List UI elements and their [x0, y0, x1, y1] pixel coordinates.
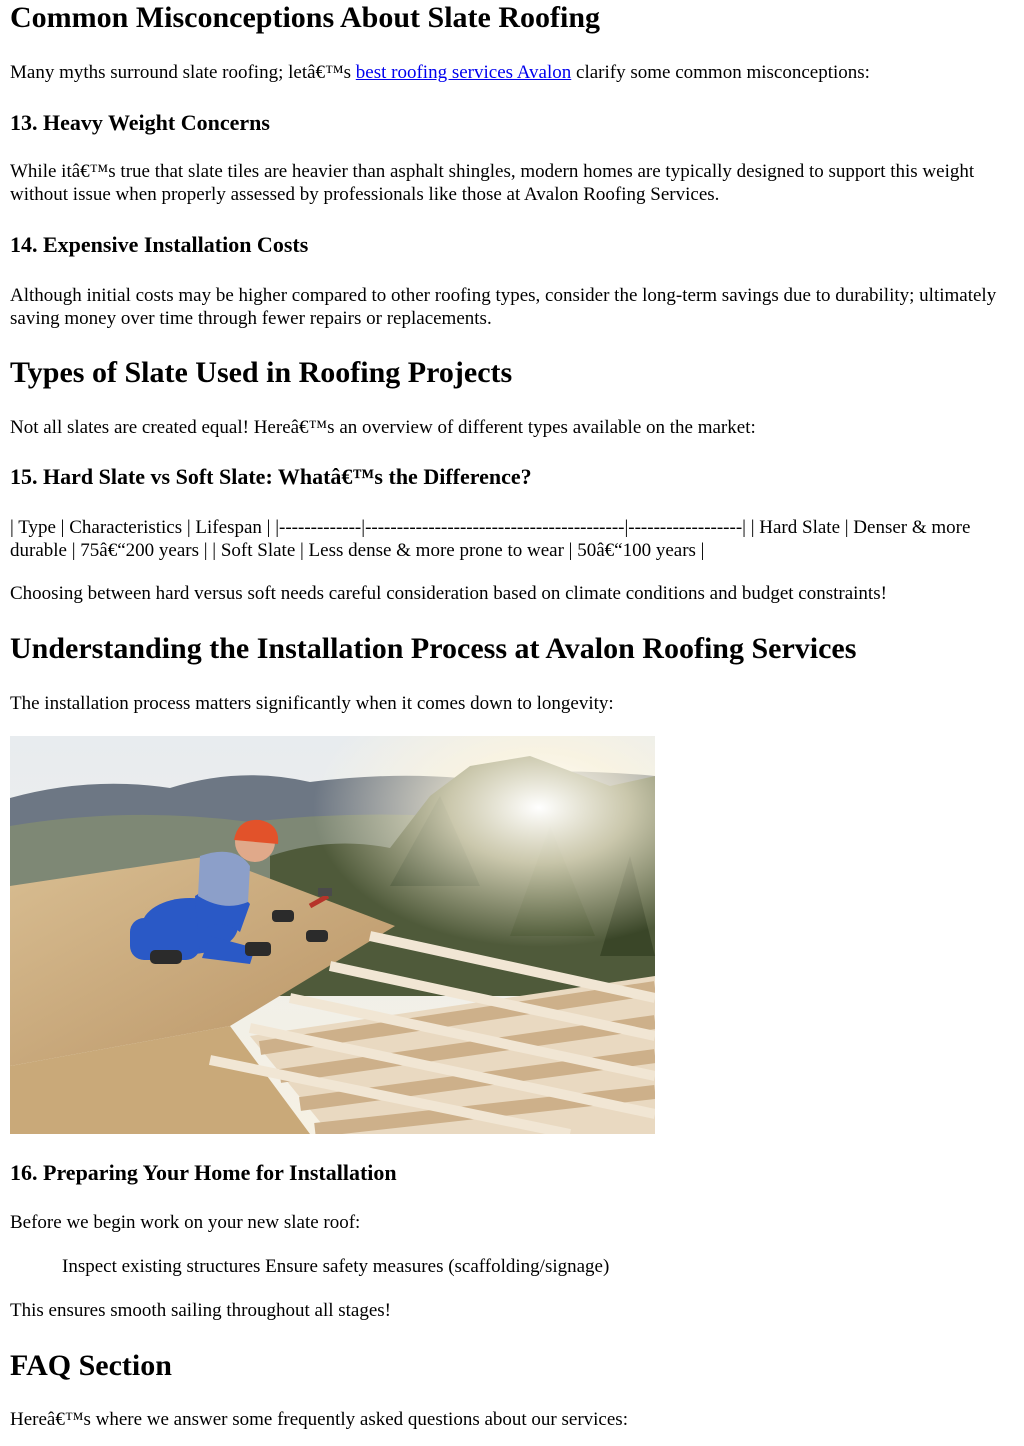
heading-types: Types of Slate Used in Roofing Projects	[10, 356, 513, 389]
faq-intro: Hereâ€™s where we answer some frequently asked questions about our services:	[10, 1409, 628, 1430]
heading-installation: Understanding the Installation Process at Avalon Roofing Services	[10, 632, 857, 665]
heading-item-15: 15. Hard Slate vs Soft Slate: Whatâ€™s the Difference?	[10, 464, 532, 489]
heading-item-14: 14. Expensive Installation Costs	[10, 232, 309, 257]
installation-intro: The installation process matters significantly when it comes down to longevity:	[10, 693, 614, 714]
heading-faq: FAQ Section	[10, 1349, 172, 1382]
heading-item-13: 13. Heavy Weight Concerns	[10, 110, 270, 135]
slate-comparison-table-text: | Type | Characteristics | Lifespan | |-------------|-----------------------------------------|------------------| | Hard Slate | Denser & more durable | 75â€“200 years | | Soft Slate | Less dense & more prone to wear | 50â€“100 years |	[10, 517, 971, 561]
misconceptions-intro	[10, 61, 870, 84]
item-14-text: Although initial costs may be higher compared to other roofing types, consider the long-term savings due to durability; ultimately saving money over time through fewer repairs or replacements.	[10, 285, 997, 329]
misconceptions-intro-after: clarify some common misconceptions:	[571, 62, 870, 83]
item-16-list: Inspect existing structures Ensure safety measures (scaffolding/signage)	[62, 1256, 610, 1277]
roofer-installing-sheathing-photo	[10, 736, 655, 1134]
heading-misconceptions: Common Misconceptions About Slate Roofing	[10, 1, 601, 34]
misconceptions-intro-before: Many myths surround slate roofing; letâ€™s	[10, 62, 356, 83]
heading-item-16: 16. Preparing Your Home for Installation	[10, 1160, 397, 1185]
types-intro: Not all slates are created equal! Hereâ€™s an overview of different types available on the market:	[10, 417, 756, 438]
item-16-intro: Before we begin work on your new slate roof:	[10, 1212, 361, 1233]
types-conclusion: Choosing between hard versus soft needs careful consideration based on climate conditions and budget constraints!	[10, 583, 887, 604]
item-16-outro: This ensures smooth sailing throughout all stages!	[10, 1300, 392, 1321]
item-13-text: While itâ€™s true that slate tiles are heavier than asphalt shingles, modern homes are typically designed to support this weight without issue when properly assessed by professionals like those at Avalon Roofing Services.	[10, 161, 975, 205]
best-roofing-services-link[interactable]: best roofing services Avalon	[355, 62, 572, 83]
